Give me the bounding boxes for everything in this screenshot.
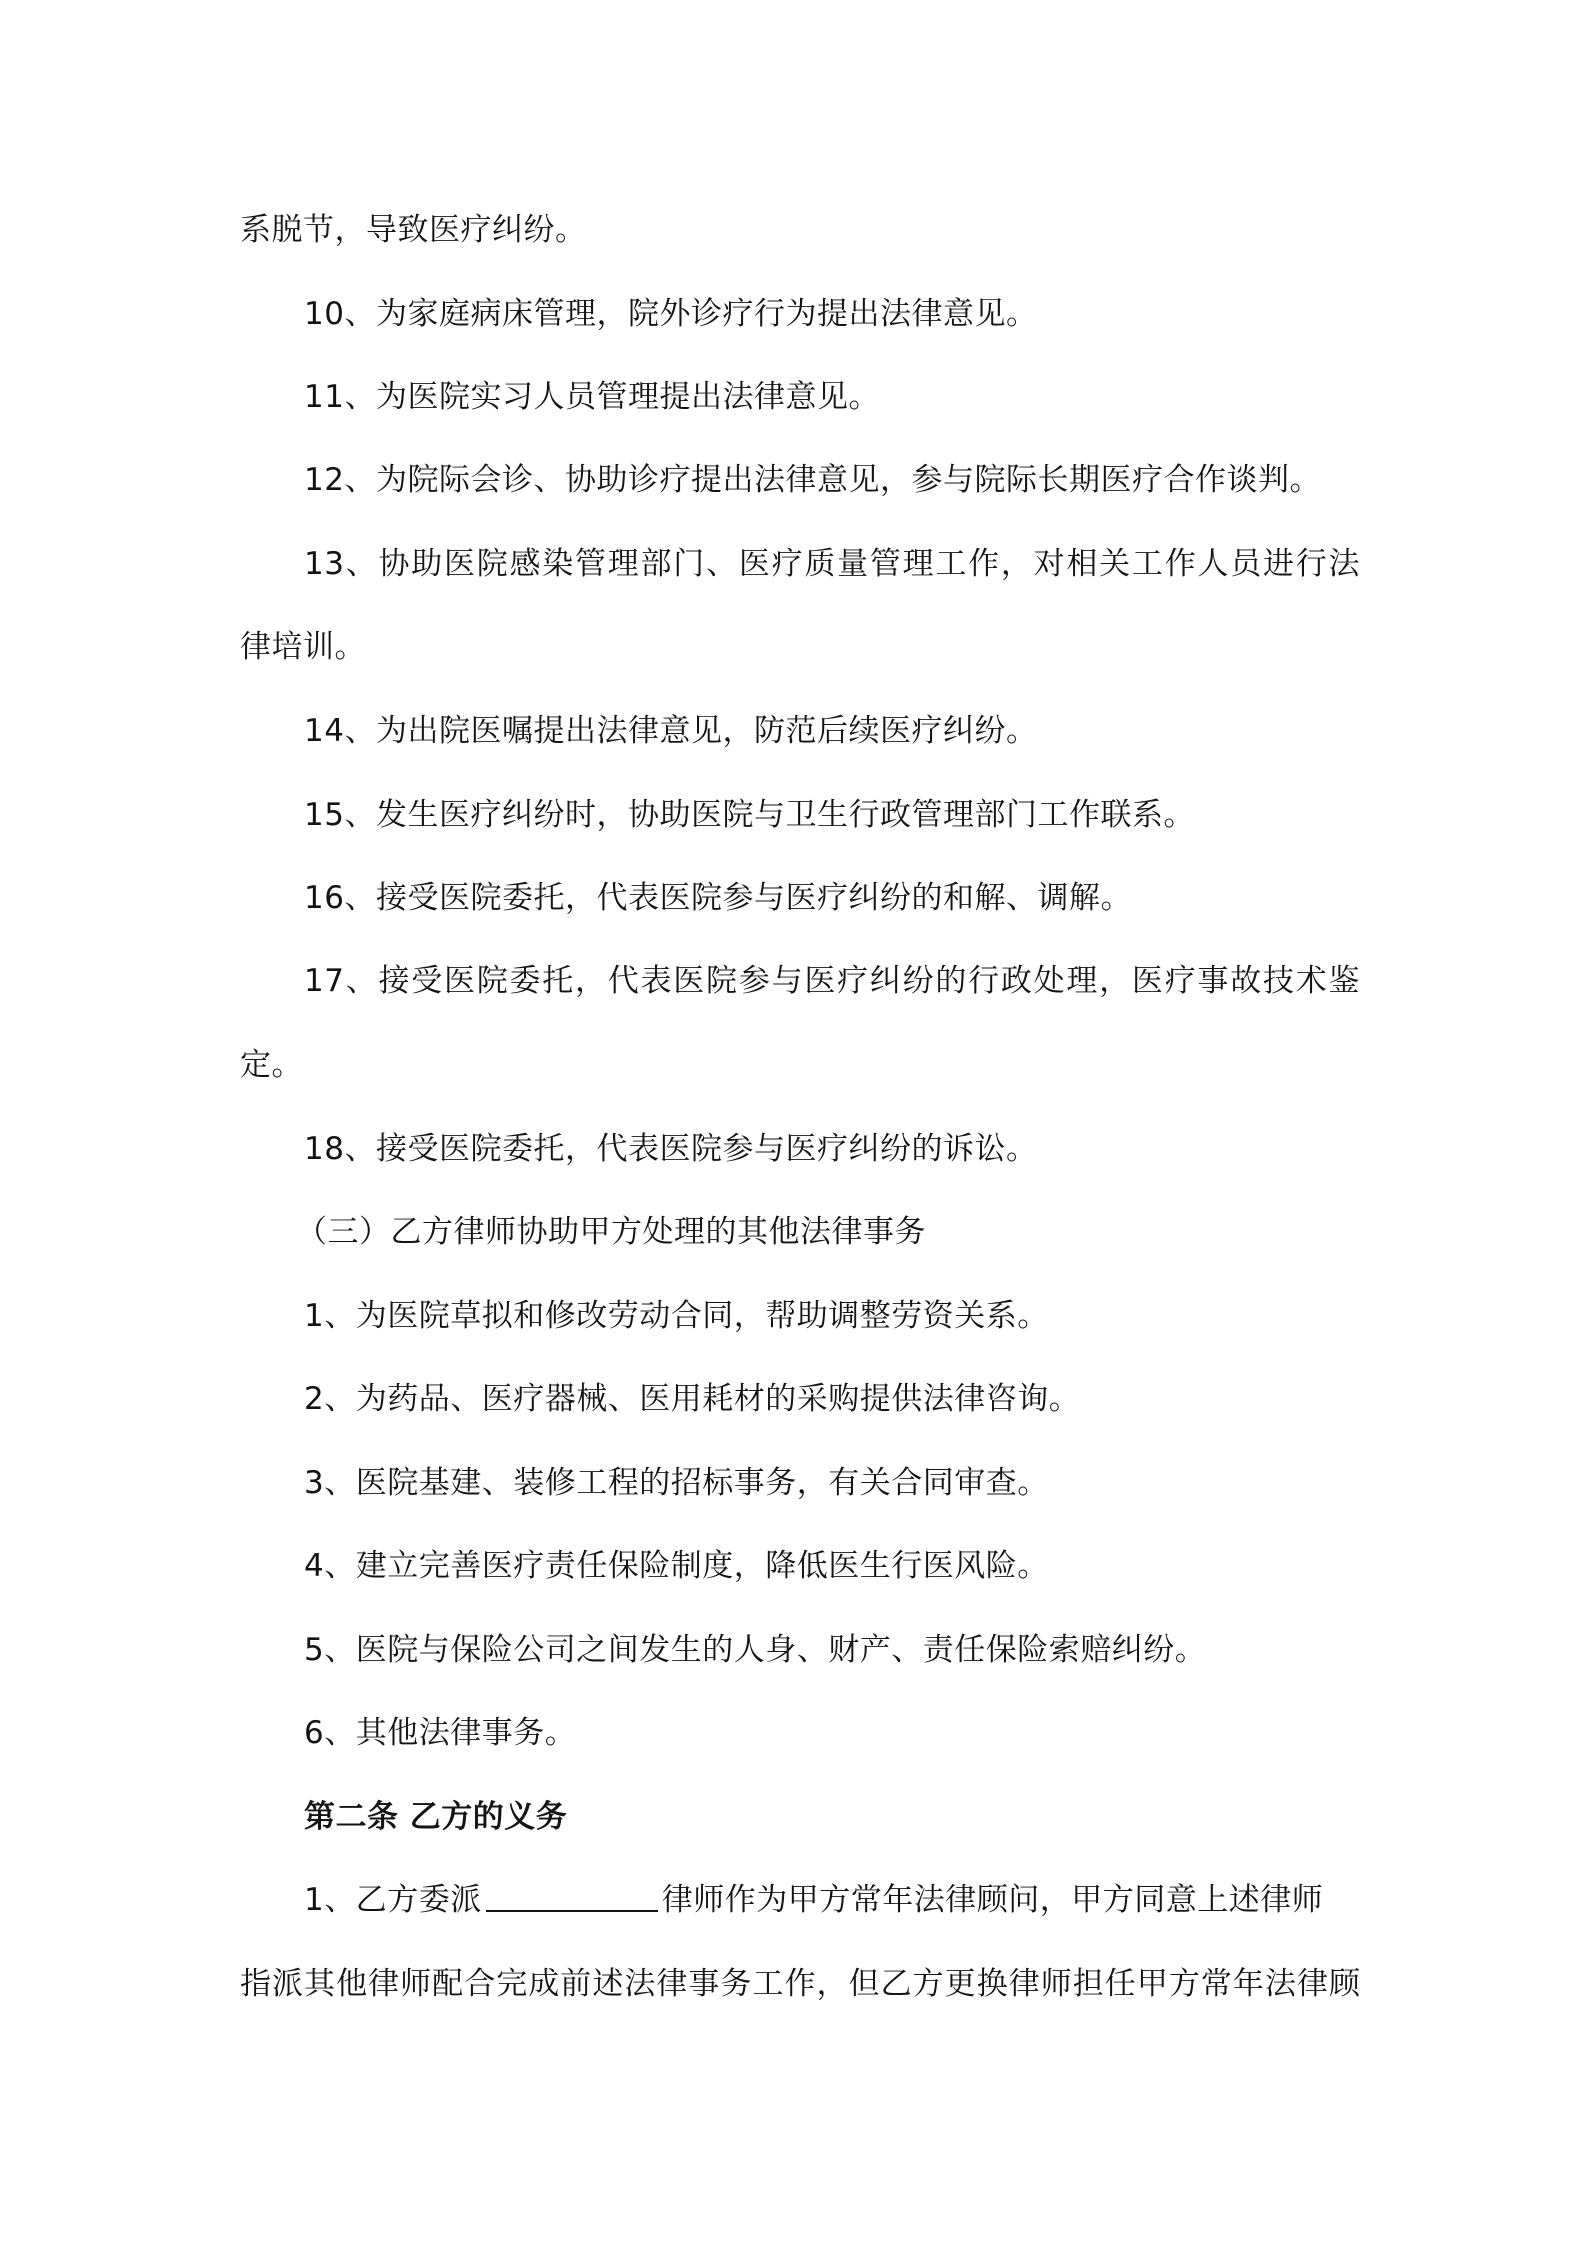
blank-fill-line [486,1880,658,1912]
list-item-17-continued: 定。 [240,1047,303,1083]
other-item-1: 1、为医院草拟和修改劳动合同，帮助调整劳资关系。 [304,1298,1049,1334]
other-item-4: 4、建立完善医疗责任保险制度，降低医生行医风险。 [304,1548,1049,1584]
list-item-14: 14、为出院医嘱提出法律意见，防范后续医疗纠纷。 [304,713,1038,749]
clause-1-line [304,1878,1360,1922]
other-item-6: 6、其他法律事务。 [304,1715,577,1751]
clause-1-prefix: 1、乙方委派 [304,1882,482,1918]
other-item-5: 5、医院与保险公司之间发生的人身、财产、责任保险索赔纠纷。 [304,1632,1207,1668]
list-item-11: 11、为医院实习人员管理提出法律意见。 [304,379,880,415]
list-item-18: 18、接受医院委托，代表医院参与医疗纠纷的诉讼。 [304,1131,1038,1167]
section-heading: （三）乙方律师协助甲方处理的其他法律事务 [296,1214,926,1250]
other-item-2: 2、为药品、医疗器械、医用耗材的采购提供法律咨询。 [304,1381,1081,1417]
list-item-10: 10、为家庭病床管理，院外诊疗行为提出法律意见。 [304,296,1038,332]
article-heading: 第二条 乙方的义务 [304,1799,568,1835]
list-item-16: 16、接受医院委托，代表医院参与医疗纠纷的和解、调解。 [304,880,1132,916]
clause-1-suffix: 律师作为甲方常年法律顾问，甲方同意上述律师 [661,1882,1324,1918]
paragraph-line: 系脱节，导致医疗纠纷。 [240,212,587,248]
list-item-15: 15、发生医疗纠纷时，协助医院与卫生行政管理部门工作联系。 [304,797,1195,833]
list-item-12: 12、为院际会诊、协助诊疗提出法律意见，参与院际长期医疗合作谈判。 [304,462,1321,498]
list-item-13-continued: 律培训。 [240,629,366,665]
list-item-13: 13、协助医院感染管理部门、医疗质量管理工作，对相关工作人员进行法 [304,546,1360,582]
other-item-3: 3、医院基建、装修工程的招标事务，有关合同审查。 [304,1465,1049,1501]
list-item-17: 17、接受医院委托，代表医院参与医疗纠纷的行政处理，医疗事故技术鉴 [304,963,1360,999]
clause-1-continued: 指派其他律师配合完成前述法律事务工作，但乙方更换律师担任甲方常年法律顾 [240,1966,1360,2002]
